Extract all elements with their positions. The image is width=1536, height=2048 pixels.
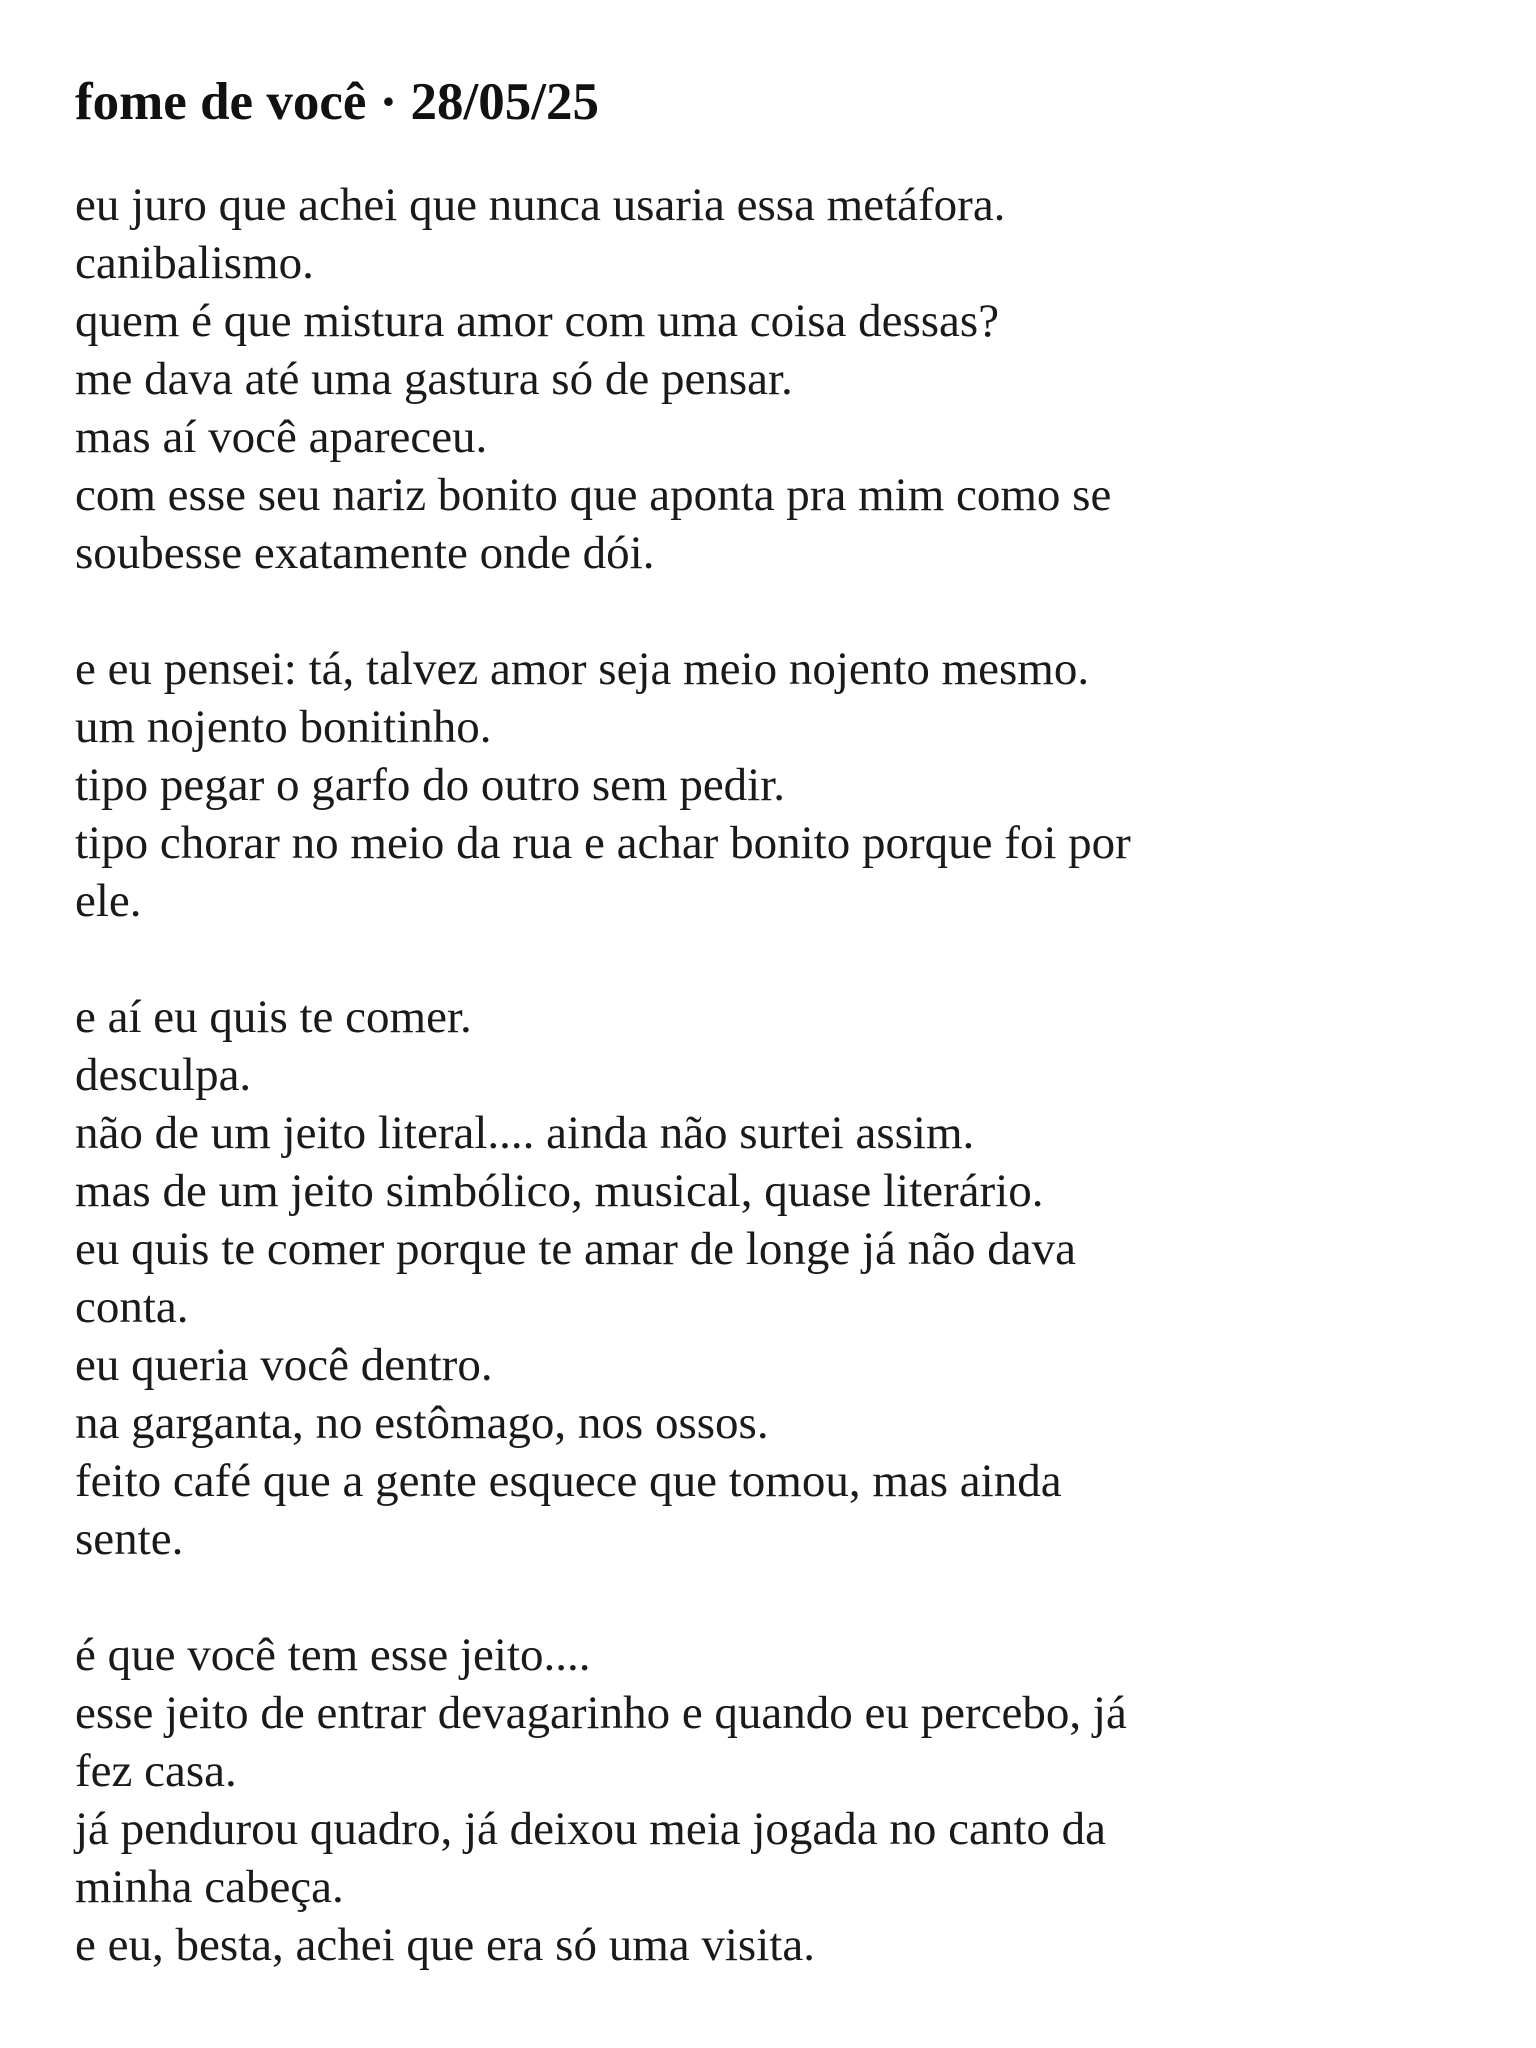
poem-line: feito café que a gente esquece que tomou, mas ainda <box>75 1455 1062 1507</box>
poem-line: não de um jeito literal.... ainda não surtei assim. <box>75 1107 975 1159</box>
poem-line: fez casa. <box>75 1745 237 1797</box>
document-title: fome de você · 28/05/25 <box>75 73 599 131</box>
poem-line: tipo chorar no meio da rua e achar bonito porque foi por <box>75 817 1131 869</box>
poem-line: já pendurou quadro, já deixou meia jogada no canto da <box>75 1803 1107 1855</box>
stanza-3 <box>75 988 1476 1568</box>
poem-line: e eu, besta, achei que era só uma visita. <box>75 1919 815 1971</box>
poem-line: mas aí você apareceu. <box>75 411 488 463</box>
poem-line: mas de um jeito simbólico, musical, quase literário. <box>75 1165 1044 1217</box>
poem-line: eu quis te comer porque te amar de longe já não dava <box>75 1223 1076 1275</box>
poem-line: um nojento bonitinho. <box>75 701 492 753</box>
poem-line: e aí eu quis te comer. <box>75 991 472 1043</box>
poem-line: conta. <box>75 1281 189 1333</box>
poem-line: esse jeito de entrar devagarinho e quando eu percebo, já <box>75 1687 1127 1739</box>
poem-line: eu queria você dentro. <box>75 1339 493 1391</box>
poem-line: ele. <box>75 875 142 927</box>
poem-line: eu juro que achei que nunca usaria essa metáfora. <box>75 179 1006 231</box>
poem-line: com esse seu nariz bonito que aponta pra mim como se <box>75 469 1112 521</box>
poem-line: soubesse exatamente onde dói. <box>75 527 655 579</box>
poem-line: me dava até uma gastura só de pensar. <box>75 353 793 405</box>
poem-line: e eu pensei: tá, talvez amor seja meio nojento mesmo. <box>75 643 1090 695</box>
poem-line: desculpa. <box>75 1049 252 1101</box>
poem-line: quem é que mistura amor com uma coisa dessas? <box>75 295 1000 347</box>
poem-line: tipo pegar o garfo do outro sem pedir. <box>75 759 786 811</box>
stanza-4 <box>75 1626 1476 1974</box>
poem-line: canibalismo. <box>75 237 314 289</box>
poem-line: sente. <box>75 1513 184 1565</box>
poem-line: é que você tem esse jeito.... <box>75 1629 591 1681</box>
stanza-1 <box>75 176 1476 582</box>
poem-line: minha cabeça. <box>75 1861 344 1913</box>
stanza-2 <box>75 640 1476 930</box>
poem-line: na garganta, no estômago, nos ossos. <box>75 1397 769 1449</box>
